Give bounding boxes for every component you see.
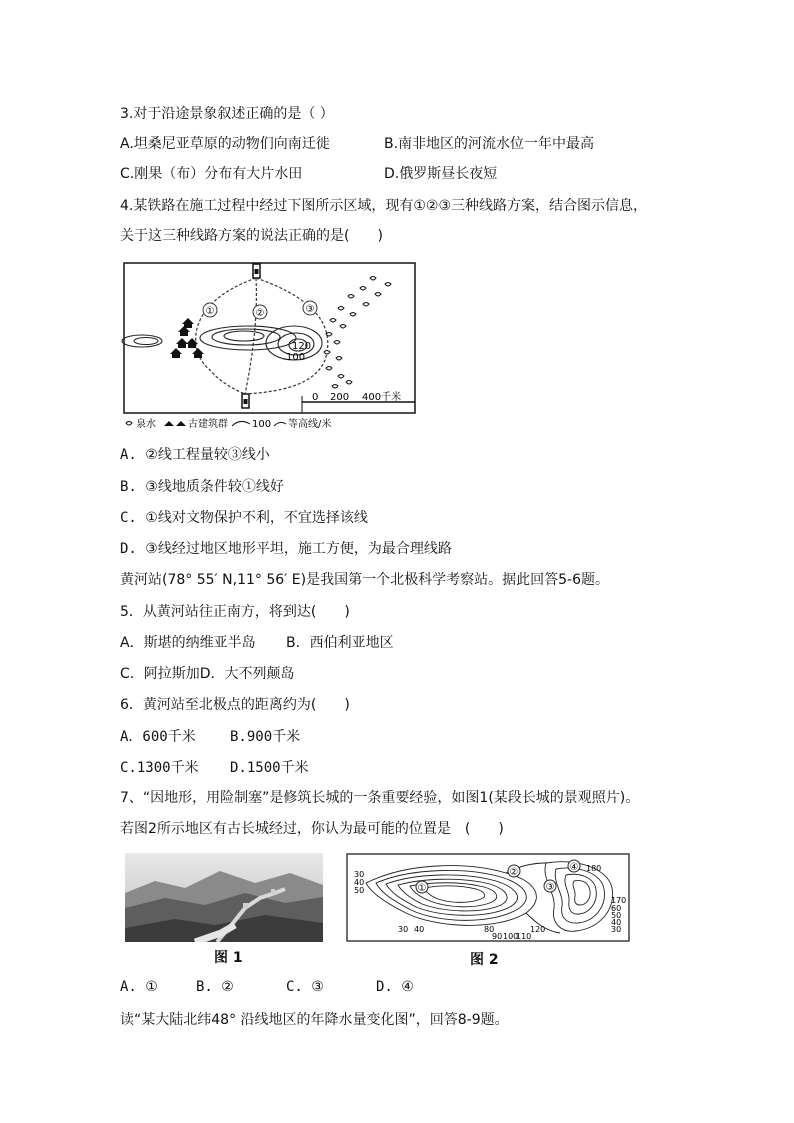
scale-label-400: 400千米 <box>362 392 402 403</box>
q3-option-a: A.坦桑尼亚草原的动物们向南迁徙 <box>120 136 330 152</box>
bottom-label-110: 110 <box>516 932 532 941</box>
bottom-label-40: 40 <box>414 925 425 934</box>
contour-label-120: 120 <box>292 341 312 352</box>
q3-option-d: D.俄罗斯昼长夜短 <box>384 166 498 182</box>
q7-option-b: B. ② <box>196 979 234 995</box>
scale-label-200: 200 <box>330 392 350 403</box>
q6-option-b: B.900千米 <box>230 729 301 745</box>
legend-contour-value: 100 <box>252 419 272 430</box>
q7-option-d: D. ④ <box>376 979 414 995</box>
q5-stem: 5．从黄河站往正南方，将到达( ) <box>120 604 350 620</box>
right-label-40: 40 <box>611 918 622 927</box>
legend-building: 古建筑群 <box>188 419 228 430</box>
route-3-label: ③ <box>305 304 315 315</box>
left-label-40: 40 <box>354 878 365 887</box>
contour-label-100: 100 <box>286 352 306 363</box>
q5-option-b: B．西伯利亚地区 <box>286 635 394 651</box>
q6-option-a: A．600千米 <box>120 729 196 745</box>
route-1-label: ① <box>205 306 215 317</box>
right-label-30: 30 <box>611 925 622 934</box>
q3-option-b: B.南非地区的河流水位一年中最高 <box>384 136 595 152</box>
q7-stem-line1: 7、“因地形，用险制塞”是修筑长城的一条重要经验，如图1(某段长城的景观照片)。 <box>120 790 640 806</box>
intro-q8-9: 读“某大陆北纬48° 沿线地区的年降水量变化图”，回答8-9题。 <box>120 1012 509 1028</box>
right-label-50: 50 <box>611 911 622 920</box>
q4-option-c: C. ①线对文物保护不利，不宜选择该线 <box>120 510 368 526</box>
left-label-30: 30 <box>354 870 365 879</box>
q4-option-b: B. ③线地质条件较①线好 <box>120 479 284 495</box>
marker-4: ④ <box>569 862 579 873</box>
bottom-label-80: 80 <box>484 925 495 934</box>
q4-option-a: A. ②线工程量较③线小 <box>120 447 270 463</box>
bottom-label-90: 90 <box>492 932 503 941</box>
q3-option-c: C.刚果（布）分布有大片水田 <box>120 166 303 182</box>
right-label-170: 170 <box>611 896 627 905</box>
legend-building-icon <box>164 421 186 426</box>
right-label-60: 60 <box>611 904 622 913</box>
bottom-label-100: 100 <box>503 932 519 941</box>
q6-option-d: D.1500千米 <box>230 760 309 776</box>
q4-option-d: D. ③线经过地区地形平坦，施工方便，为最合理线路 <box>120 541 452 557</box>
q5-option-cd: C．阿拉斯加D．大不列颠岛 <box>120 666 295 682</box>
great-wall-photo <box>125 853 323 942</box>
legend-contour-icon <box>232 421 250 426</box>
q6-stem: 6．黄河站至北极点的距离约为( ) <box>120 697 350 713</box>
marker-2: ② <box>509 867 519 878</box>
top-right-label: 180 <box>586 864 602 873</box>
figure-1-caption: 图 1 <box>214 950 243 966</box>
q6-option-c: C.1300千米 <box>120 760 199 776</box>
q7-option-c: C. ③ <box>286 979 324 995</box>
q4-stem-line2: 关于这三种线路方案的说法正确的是( ) <box>120 228 383 244</box>
q3-stem: 3.对于沿途景象叙述正确的是（ ） <box>120 106 334 122</box>
marker-3: ③ <box>545 882 555 893</box>
figure-2-caption: 图 2 <box>470 952 499 968</box>
railway-route-map <box>120 260 420 432</box>
q7-option-a: A. ① <box>120 979 158 995</box>
bottom-label-30: 30 <box>398 925 409 934</box>
scale-label-0: 0 <box>312 392 319 403</box>
legend-contour-label: 等高线/米 <box>288 419 332 430</box>
intro-q5-6: 黄河站(78° 55′ N,11° 56′ E)是我国第一个北极科学考察站。据此回答5-6题。 <box>120 572 609 588</box>
q5-option-a: A．斯堪的纳维亚半岛 <box>120 635 256 651</box>
contour-map-figure-2 <box>346 853 630 943</box>
bottom-label-120: 120 <box>530 925 546 934</box>
legend-spring: 泉水 <box>136 419 156 430</box>
legend-spring-icon <box>126 422 132 426</box>
route-2-label: ② <box>255 308 265 319</box>
q7-stem-line2: 若图2所示地区有古长城经过，你认为最可能的位置是 ( ) <box>120 821 504 837</box>
q4-stem-line1: 4.某铁路在施工过程中经过下图所示区域，现有①②③三种线路方案，结合图示信息， <box>120 198 648 214</box>
marker-1: ① <box>417 883 427 894</box>
left-label-50: 50 <box>354 886 365 895</box>
